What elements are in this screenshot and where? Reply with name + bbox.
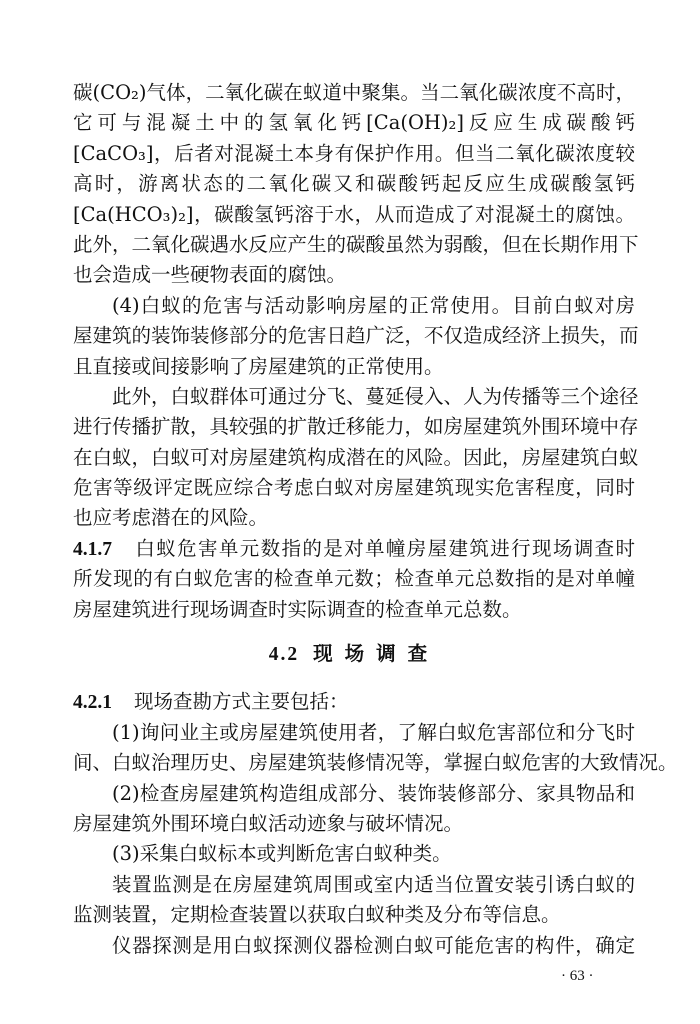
clause-number: 4.1.7 — [73, 538, 112, 560]
paragraph-item-3 — [73, 839, 635, 869]
text-line: [Ca(HCO₃)₂]，碳酸氢钙溶于水，从而造成了对混凝土的腐蚀。 — [73, 202, 635, 226]
text-line: 进行传播扩散，具较强的扩散迁移能力，如房屋建筑外围环境中存 — [73, 415, 639, 439]
paragraph-carbon-dioxide — [73, 78, 639, 291]
text-line — [73, 534, 635, 564]
text-line: 间、白蚁治理历史、房屋建筑装修情况等，掌握白蚁危害的大致情况。 — [73, 751, 678, 775]
paragraph-detection — [73, 931, 635, 961]
text-line: 也应考虑潜在的风险。 — [73, 506, 269, 530]
text-line: 此外，二氧化碳遇水反应产生的碳酸虽然为弱酸，但在长期作用下 — [73, 232, 639, 256]
text-line: 仪器探测是用白蚁探测仪器检测白蚁可能危害的构件，确定 — [112, 933, 635, 957]
paragraph-monitoring — [73, 870, 635, 931]
text-line: 碳(CO₂)气体，二氧化碳在蚁道中聚集。当二氧化碳浓度不高时， — [73, 81, 635, 104]
text-line: 此外，白蚁群体可通过分飞、蔓延侵入、人为传播等三个途径 — [112, 384, 639, 408]
text-line: 房屋建筑进行现场调查时实际调查的检查单元总数。 — [73, 597, 522, 621]
text-line: 且直接或间接影响了房屋建筑的正常使用。 — [73, 354, 444, 378]
clause-4-1-7 — [73, 534, 635, 625]
text-line: (1)询问业主或房屋建筑使用者，了解白蚁危害部位和分飞时 — [112, 720, 635, 744]
paragraph-spread — [73, 382, 639, 534]
text-line: 监测装置，定期检查装置以获取白蚁种类及分布等信息。 — [73, 903, 561, 927]
paragraph-item-4 — [73, 291, 639, 382]
text-line: (4)白蚁的危害与活动影响房屋的正常使用。目前白蚁对房 — [112, 293, 635, 317]
text-line: [CaCO₃]，后者对混凝土本身有保护作用。但当二氧化碳浓度较 — [73, 141, 635, 165]
text-line: (2)检查房屋建筑构造组成部分、装饰装修部分、家具物品和 — [112, 781, 635, 805]
clause-number: 4.2.1 — [73, 692, 112, 714]
text-line — [73, 687, 635, 717]
clause-text: 白蚁危害单元数指的是对单幢房屋建筑进行现场调查时 — [134, 536, 635, 560]
text-line: 它可与混凝土中的氢氧化钙[Ca(OH)₂]反应生成碳酸钙 — [73, 111, 635, 135]
text-line: (3)采集白蚁标本或判断危害白蚁种类。 — [112, 842, 452, 866]
text-line: 危害等级评定既应综合考虑白蚁对房屋建筑现实危害程度，同时 — [73, 476, 635, 500]
text-line: 装置监测是在房屋建筑周围或室内适当位置安装引诱白蚁的 — [112, 872, 635, 896]
page-number: · 63 · — [561, 968, 594, 984]
text-line: 在白蚁，白蚁可对房屋建筑构成潜在的风险。因此，房屋建筑白蚁 — [73, 445, 639, 469]
text-line: 房屋建筑外围环境白蚁活动迹象与破坏情况。 — [73, 811, 464, 835]
text-line: 所发现的有白蚁危害的检查单元数；检查单元总数指的是对单幢 — [73, 567, 635, 591]
page-body — [73, 78, 678, 961]
section-heading — [73, 639, 635, 669]
section-number: 4.2 — [268, 644, 300, 666]
paragraph-item-1 — [73, 718, 678, 779]
text-line: 高时，游离状态的二氧化碳又和碳酸钙起反应生成碳酸氢钙 — [73, 172, 635, 196]
section-title-text: 现场调查 — [313, 642, 440, 666]
text-line: 屋建筑的装饰装修部分的危害日趋广泛，不仅造成经济上损失，而 — [73, 324, 639, 348]
clause-4-2-1 — [73, 687, 635, 717]
paragraph-item-2 — [73, 779, 635, 840]
text-line: 也会造成一些硬物表面的腐蚀。 — [73, 263, 347, 287]
clause-text: 现场查勘方式主要包括： — [134, 690, 349, 714]
